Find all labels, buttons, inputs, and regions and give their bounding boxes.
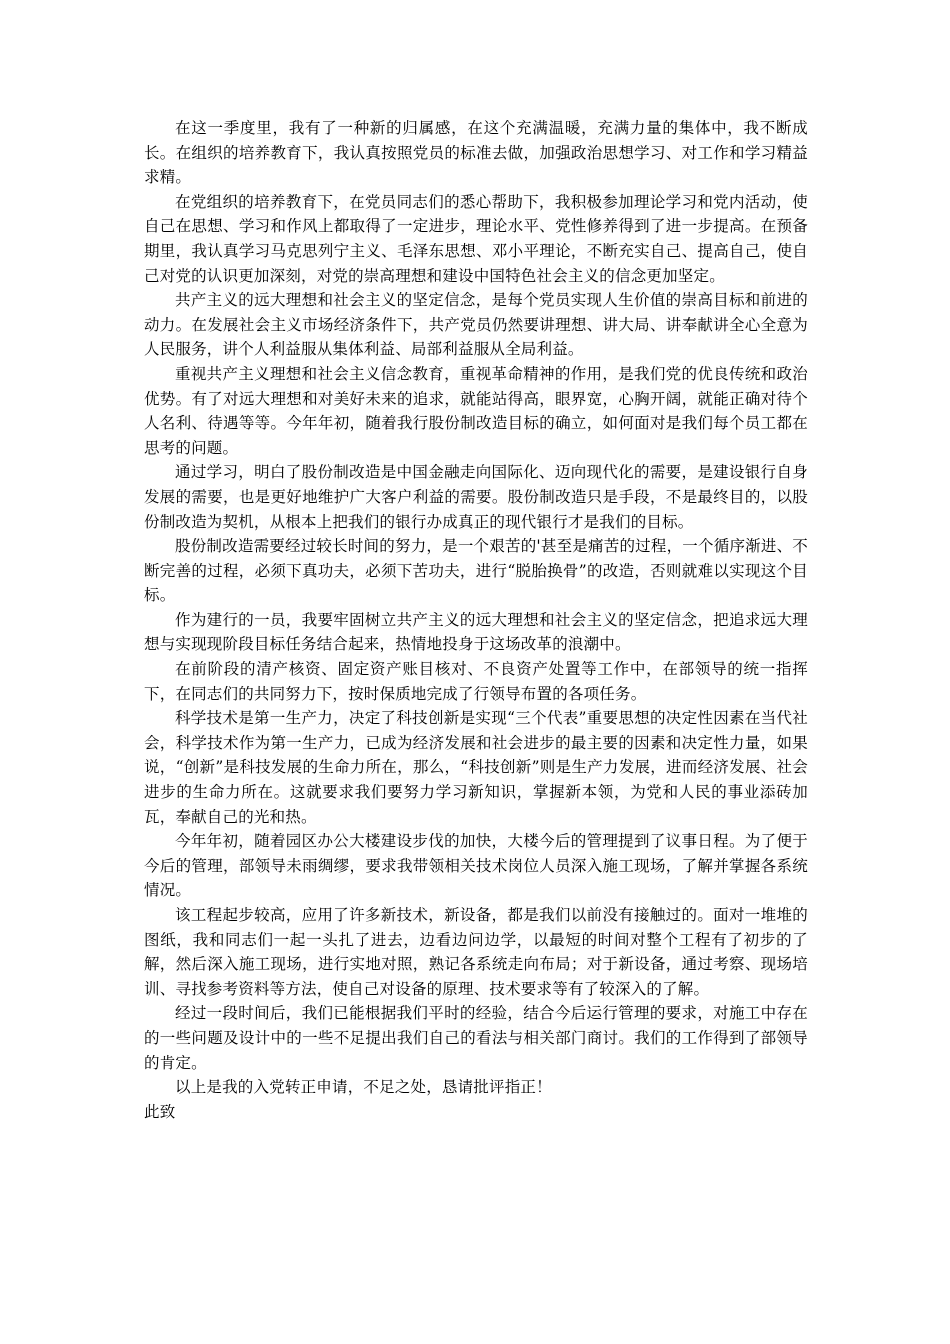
paragraph-11: 该工程起步较高，应用了许多新技术，新设备，都是我们以前没有接触过的。面对一堆堆的图纸，我和同志们一起一头扎了进去，边看边问边学，以最短的时间对整个工程有了初步的了解，然后深入施工现场，进行实地对照，熟记各系统走向布局；对于新设备，通过考察、现场培训、寻找参考资料等方法，使自己对设备的原理、技术要求等有了较深入的了解。 xyxy=(144,906,808,998)
paragraph-3: 共产主义的远大理想和社会主义的坚定信念，是每个党员实现人生价值的崇高目标和前进的动力。在发展社会主义市场经济条件下，共产党员仍然要讲理想、讲大局、讲奉献讲全心全意为人民服务，讲个人利益服从集体利益、局部利益服从全局利益。 xyxy=(144,291,808,359)
document-page xyxy=(144,116,808,1124)
paragraph-12: 经过一段时间后，我们已能根据我们平时的经验，结合今后运行管理的要求，对施工中存在的一些问题及设计中的一些不足提出我们自己的看法与相关部门商讨。我们的工作得到了部领导的肯定。 xyxy=(144,1004,808,1072)
closing-salutation: 此致 xyxy=(144,1102,176,1121)
paragraph-13: 以上是我的入党转正申请，不足之处，恳请批评指正！ xyxy=(175,1078,552,1097)
paragraph-2: 在党组织的培养教育下，在党员同志们的悉心帮助下，我积极参加理论学习和党内活动，使自己在思想、学习和作风上都取得了一定进步，理论水平、党性修养得到了进一步提高。在预备期里，我认真学习马克思列宁主义、毛泽东思想、邓小平理论，不断充实自己、提高自己，使自己对党的认识更加深刻，对党的崇高理想和建设中国特色社会主义的信念更加坚定。 xyxy=(144,192,808,285)
paragraph-7: 作为建行的一员，我要牢固树立共产主义的远大理想和社会主义的坚定信念，把追求远大理想与实现现阶段目标任务结合起来，热情地投身于这场改革的浪潮中。 xyxy=(144,610,808,654)
paragraph-10: 今年年初，随着园区办公大楼建设步伐的加快，大楼今后的管理提到了议事日程。为了便于今后的管理，部领导未雨绸缪，要求我带领相关技术岗位人员深入施工现场，了解并掌握各系统情况。 xyxy=(144,832,808,900)
paragraph-9: 科学技术是第一生产力，决定了科技创新是实现“三个代表”重要思想的决定性因素在当代社会，科学技术作为第一生产力，已成为经济发展和社会进步的最主要的因素和决定性力量，如果说，“创新”是科技发展的生命力所在，那么，“科技创新”则是生产力发展，进而经济发展、社会进步的生命力所在。这就要求我们要努力学习新知识，掌握新本领，为党和人民的事业添砖加瓦，奉献自己的光和热。 xyxy=(144,709,808,826)
paragraph-5: 通过学习，明白了股份制改造是中国金融走向国际化、迈向现代化的需要，是建设银行自身发展的需要，也是更好地维护广大客户利益的需要。股份制改造只是手段，不是最终目的，以股份制改造为契机，从根本上把我们的银行办成真正的现代银行才是我们的目标。 xyxy=(144,463,808,531)
paragraph-6: 股份制改造需要经过较长时间的努力，是一个艰苦的'甚至是痛苦的过程，一个循序渐进、不断完善的过程，必须下真功夫，必须下苦功夫，进行“脱胎换骨”的改造，否则就难以实现这个目标。 xyxy=(144,537,808,605)
paragraph-4: 重视共产主义理想和社会主义信念教育，重视革命精神的作用，是我们党的优良传统和政治优势。有了对远大理想和对美好未来的追求，就能站得高，眼界宽，心胸开阔，就能正确对待个人名利、待遇等等。今年年初，随着我行股份制改造目标的确立，如何面对是我们每个员工都在思考的问题。 xyxy=(144,364,808,457)
paragraph-8: 在前阶段的清产核资、固定资产账目核对、不良资产处置等工作中，在部领导的统一指挥下，在同志们的共同努力下，按时保质地完成了行领导布置的各项任务。 xyxy=(144,660,808,703)
paragraph-1: 在这一季度里，我有了一种新的归属感，在这个充满温暖，充满力量的集体中，我不断成长。在组织的培养教育下，我认真按照党员的标准去做，加强政治思想学习、对工作和学习精益求精。 xyxy=(144,119,808,187)
